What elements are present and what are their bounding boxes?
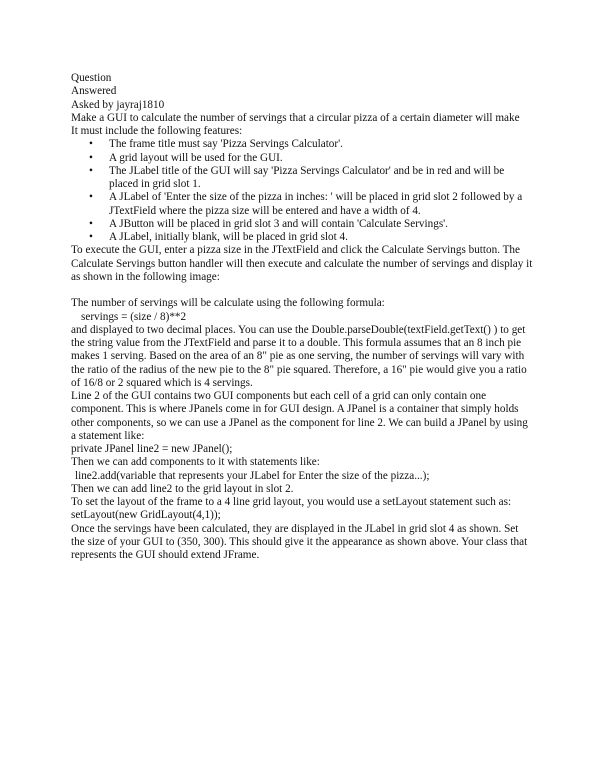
formula-paragraph: and displayed to two decimal places. You can use the Double.parseDouble(textField.getText() ) to get the string value from the JTextField and parse it to a double. This formula assumes that an 8 inch pie makes 1 serving. Based on the area of an 8" pie as one serving, the number of servings will vary with the ratio of the radius of the new pie to the 8" pie squared. Therefore, a 16" pie would give you a ratio of 16/8 or 2 squared which is 4 servings.	[71, 323, 527, 389]
feature-item: • The frame title must say 'Pizza Servings Calculator'.	[71, 138, 533, 151]
final-paragraph: Once the servings have been calculated, they are displayed in the JLabel in grid slot 4 as shown. Set the size of your GUI to (350, 300). This should give it the appearance as shown above. Your class that represents the GUI should extend JFrame.	[71, 522, 528, 561]
formula-line: servings = (size / 8)**2	[81, 310, 187, 323]
execute-paragraph: To execute the GUI, enter a pizza size in the JTextField and click the Calculate Servings button. The Calculate Servings button handler will then execute and calculate the number of servings and display it as shown in the following image:	[71, 244, 533, 283]
answered-label: Answered	[71, 85, 117, 98]
intro-paragraph: Make a GUI to calculate the number of servings that a circular pizza of a certain diameter will make	[71, 111, 520, 124]
features-heading: It must include the following features:	[71, 125, 243, 137]
features-list	[71, 138, 533, 244]
document-page	[71, 72, 533, 562]
code-add-statement: line2.add(variable that represents your JLabel for Enter the size of the pizza...);	[75, 469, 430, 482]
feature-item: • A JButton will be placed in grid slot 3 and will contain 'Calculate Servings'.	[71, 218, 533, 231]
asked-by-label: Asked by jayraj1810	[71, 98, 165, 111]
feature-item: • A JLabel of 'Enter the size of the pizza in inches: ' will be placed in grid slot 2 followed by a JTextField where the pizza size will be entered and have a width of 4.	[71, 191, 533, 218]
feature-item: • The JLabel title of the GUI will say 'Pizza Servings Calculator' and be in red and will be placed in grid slot 1.	[71, 165, 533, 192]
code-panel-statement: private JPanel line2 = new JPanel();	[71, 443, 233, 455]
add-line2-text: Then we can add line2 to the grid layout in slot 2.	[71, 482, 294, 495]
code-layout-statement: setLayout(new GridLayout(4,1));	[71, 509, 221, 522]
formula-intro: The number of servings will be calculate using the following formula:	[71, 297, 385, 310]
image-placeholder-gap	[71, 284, 533, 297]
layout-paragraph: To set the layout of the frame to a 4 line grid layout, you would use a setLayout statement such as:	[71, 496, 512, 508]
line2-paragraph: Line 2 of the GUI contains two GUI components but each cell of a grid can only contain one component. This is where JPanels come in for GUI design. A JPanel is a container that simply holds other components, so we can use a JPanel as the component for line 2. We can build a JPanel by using a statement like:	[71, 390, 528, 442]
add-components-text: Then we can add components to it with statements like:	[71, 456, 320, 469]
feature-item: • A grid layout will be used for the GUI.	[71, 152, 533, 165]
question-label: Question	[71, 72, 112, 84]
feature-item: • A JLabel, initially blank, will be placed in grid slot 4.	[71, 231, 533, 244]
